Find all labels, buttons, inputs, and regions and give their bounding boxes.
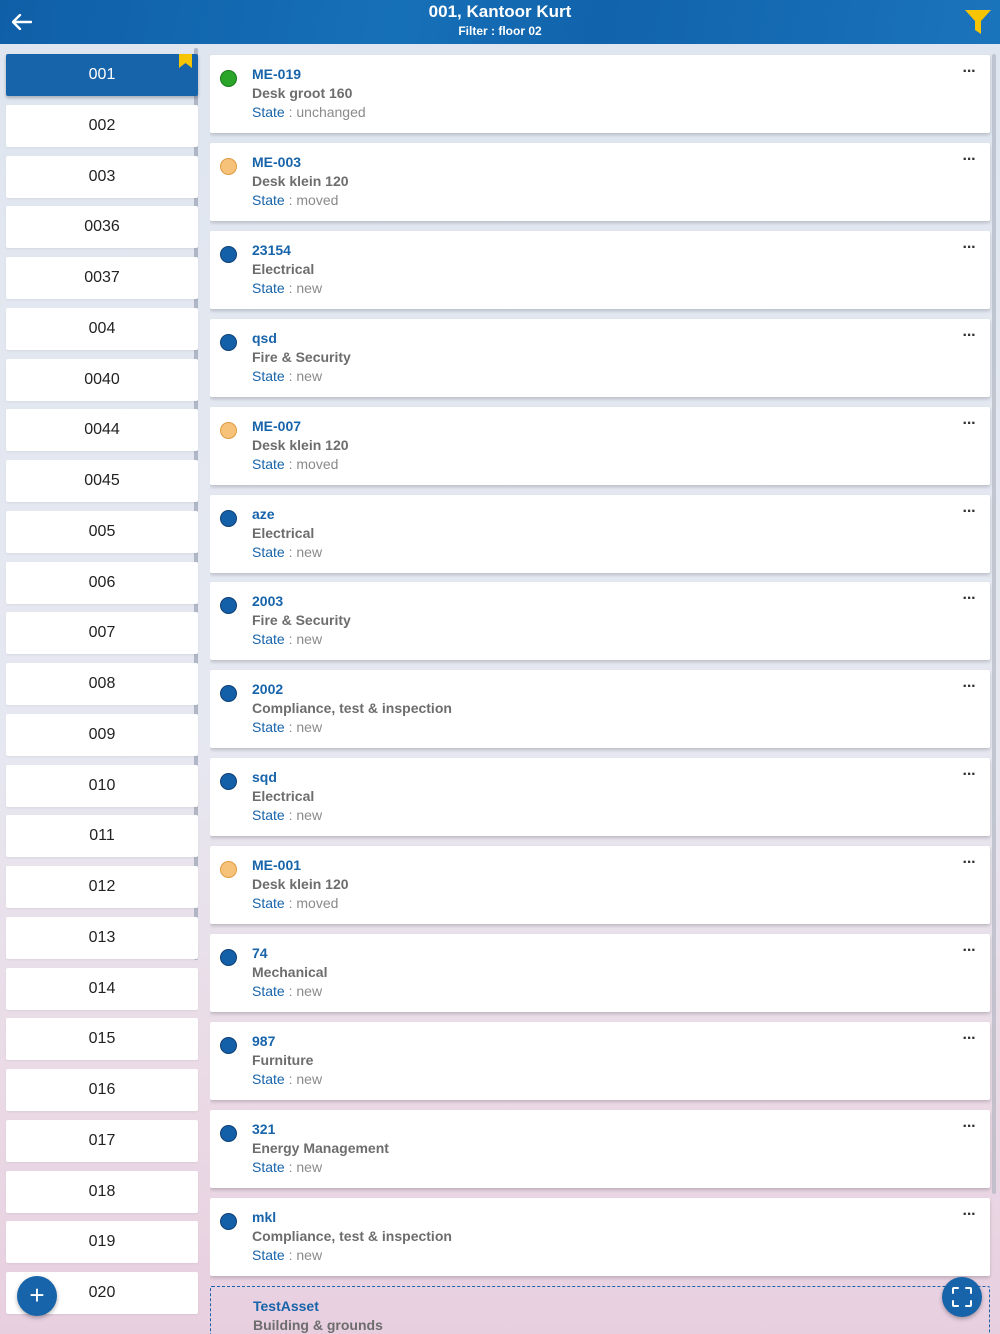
asset-state: State : new (252, 983, 323, 999)
room-label: 010 (88, 776, 116, 794)
status-dot (220, 1125, 237, 1142)
more-options-icon[interactable]: ··· (962, 63, 976, 80)
status-dot (220, 1213, 237, 1230)
asset-state: State : moved (252, 455, 339, 472)
arrow-left-icon (12, 14, 32, 30)
room-label: 007 (88, 624, 116, 642)
asset-card[interactable] (210, 846, 990, 924)
asset-type: Desk groot 160 (252, 85, 353, 101)
asset-state: State : new (252, 1070, 323, 1087)
asset-id: 987 (252, 1032, 276, 1049)
filter-subtitle: Filter : floor 02 (458, 24, 542, 38)
state-label: State (252, 191, 285, 208)
state-value: moved (296, 895, 339, 912)
room-item[interactable] (6, 409, 198, 451)
room-label: 001 (88, 66, 116, 83)
state-label: State (252, 367, 285, 384)
room-item[interactable] (6, 714, 198, 756)
page-title: 001, Kantoor Kurt (428, 2, 572, 21)
room-label: 008 (88, 675, 116, 692)
room-item[interactable] (6, 359, 198, 401)
more-options-icon[interactable]: ··· (962, 414, 976, 432)
room-item[interactable] (6, 105, 198, 147)
asset-id: ME-019 (252, 66, 302, 82)
room-item[interactable] (6, 815, 198, 857)
asset-state: State : new (252, 1246, 323, 1263)
asset-type: Desk klein 120 (252, 876, 349, 893)
room-item[interactable] (6, 612, 198, 654)
room-item[interactable] (6, 765, 198, 807)
asset-id: ME-001 (252, 857, 302, 874)
state-value: new (296, 1070, 323, 1087)
more-options-icon[interactable]: ··· (962, 238, 976, 256)
room-label: 002 (88, 116, 116, 134)
asset-state: State : new (252, 807, 323, 824)
room-item[interactable] (6, 511, 198, 553)
room-item[interactable] (6, 257, 198, 299)
status-dot (220, 861, 237, 878)
filter-icon (964, 9, 992, 35)
room-item[interactable] (6, 866, 198, 908)
back-button[interactable] (4, 4, 40, 40)
status-dot (220, 422, 237, 439)
room-item[interactable] (6, 54, 198, 96)
state-value: new (296, 279, 323, 296)
asset-list-scrollbar[interactable] (992, 54, 996, 1194)
room-label: 004 (88, 319, 116, 337)
asset-type: Mechanical (252, 964, 328, 980)
asset-id: TestAsset (253, 1297, 319, 1314)
room-item[interactable] (6, 206, 198, 248)
room-label: 017 (88, 1131, 116, 1149)
state-label: State (252, 631, 285, 648)
room-item[interactable] (6, 1018, 198, 1060)
asset-state: State : new (252, 631, 323, 648)
asset-id: 23154 (252, 241, 291, 258)
state-value: new (296, 543, 323, 560)
state-value: new (296, 807, 323, 824)
add-button[interactable]: + (17, 1276, 57, 1316)
state-value: new (296, 983, 323, 999)
room-item[interactable] (6, 1120, 198, 1162)
asset-id: 321 (252, 1120, 276, 1137)
asset-state: State : new (252, 1158, 323, 1175)
more-options-icon[interactable]: ··· (962, 150, 976, 168)
asset-type: Fire & Security (252, 348, 351, 365)
status-dot (220, 597, 237, 614)
asset-card[interactable] (210, 582, 990, 660)
more-options-icon[interactable]: ··· (962, 678, 976, 696)
asset-id: ME-007 (252, 417, 302, 434)
asset-state: State : new (252, 719, 323, 736)
asset-id: aze (252, 505, 275, 522)
room-item[interactable] (6, 460, 198, 502)
asset-card[interactable] (210, 319, 990, 397)
asset-type: Electrical (252, 260, 315, 277)
asset-id: sqd (252, 769, 277, 786)
room-label: 019 (88, 1233, 116, 1251)
asset-card[interactable] (210, 758, 990, 836)
status-dot (220, 246, 237, 263)
room-label: 012 (88, 878, 116, 895)
asset-list[interactable] (210, 44, 1000, 1334)
asset-card[interactable] (210, 670, 990, 748)
filter-button[interactable] (962, 6, 994, 38)
asset-card[interactable] (210, 407, 990, 485)
asset-id: mkl (252, 1208, 277, 1225)
asset-type: Compliance, test & inspection (252, 1227, 452, 1244)
room-item[interactable] (6, 968, 198, 1010)
state-value: new (296, 1246, 323, 1263)
asset-type: Desk klein 120 (252, 436, 349, 453)
state-value: new (296, 367, 323, 384)
asset-type: Energy Management (252, 1139, 389, 1156)
status-dot (220, 685, 237, 702)
state-label: State (252, 1158, 285, 1175)
asset-type: Electrical (252, 524, 315, 541)
asset-type: Furniture (252, 1051, 314, 1068)
room-label: 005 (88, 522, 116, 540)
room-label: 003 (88, 167, 116, 185)
asset-type: Fire & Security (252, 612, 351, 629)
asset-id: 2002 (252, 681, 284, 698)
room-item[interactable] (6, 663, 198, 705)
state-value: new (296, 631, 323, 648)
asset-card[interactable] (210, 1198, 990, 1276)
more-options-icon[interactable]: ··· (962, 854, 976, 872)
room-label: 018 (88, 1182, 116, 1200)
room-label: 020 (88, 1284, 116, 1301)
more-options-icon[interactable]: ··· (962, 1205, 976, 1223)
app-header (0, 0, 1000, 44)
status-dot (220, 334, 237, 351)
asset-type: Compliance, test & inspection (252, 700, 452, 717)
more-options-icon[interactable]: ··· (962, 326, 976, 344)
state-label: State (252, 983, 285, 999)
status-dot (220, 949, 237, 966)
room-sidebar[interactable] (0, 44, 205, 1334)
asset-id: qsd (252, 329, 277, 346)
asset-state: State : moved (252, 191, 339, 208)
asset-type: Electrical (252, 788, 315, 805)
state-label: State (252, 104, 285, 120)
asset-card[interactable] (210, 1110, 990, 1188)
asset-card[interactable] (210, 1022, 990, 1100)
state-label: State (252, 455, 285, 472)
state-label: State (252, 895, 285, 912)
room-item[interactable] (6, 156, 198, 198)
more-options-icon[interactable]: ··· (962, 1029, 976, 1047)
room-label: 014 (88, 979, 116, 997)
status-dot (220, 773, 237, 790)
status-dot (220, 70, 237, 87)
asset-card[interactable] (210, 231, 990, 309)
asset-card[interactable] (210, 934, 990, 1012)
room-label: 009 (88, 725, 116, 743)
state-label: State (252, 719, 285, 736)
asset-state: State : new (252, 367, 323, 384)
room-label: 0045 (84, 472, 120, 489)
asset-id: 2003 (252, 593, 284, 610)
room-item[interactable] (6, 1171, 198, 1213)
pending-asset-card[interactable] (210, 1286, 990, 1334)
room-item[interactable] (6, 1069, 198, 1111)
room-label: 0040 (84, 370, 120, 388)
asset-card[interactable] (210, 495, 990, 573)
state-value: moved (296, 191, 339, 208)
room-label: 0037 (84, 269, 120, 286)
asset-card[interactable] (210, 143, 990, 221)
asset-id: ME-003 (252, 153, 302, 170)
asset-state: State : unchanged (252, 104, 366, 120)
room-item[interactable] (6, 1221, 198, 1263)
more-options-icon[interactable]: ··· (962, 590, 976, 608)
more-options-icon[interactable]: ··· (962, 1117, 976, 1135)
status-dot (220, 1037, 237, 1054)
bookmark-icon (179, 54, 192, 68)
status-dot (220, 158, 237, 175)
asset-id: 74 (252, 945, 268, 961)
asset-state: State : new (252, 543, 323, 560)
asset-type: Building & grounds (253, 1316, 383, 1333)
more-options-icon[interactable]: ··· (962, 766, 976, 784)
state-value: moved (296, 455, 339, 472)
more-options-icon[interactable]: ··· (962, 942, 976, 959)
state-label: State (252, 807, 285, 824)
room-label: 011 (89, 827, 115, 845)
room-item[interactable] (6, 562, 198, 604)
room-label: 0044 (84, 421, 120, 439)
state-label: State (252, 543, 285, 560)
state-label: State (252, 1246, 285, 1263)
state-label: State (252, 1070, 285, 1087)
asset-state: State : new (252, 279, 323, 296)
asset-state: State : moved (252, 895, 339, 912)
room-label: 015 (88, 1030, 116, 1048)
room-item[interactable] (6, 308, 198, 350)
asset-type: Desk klein 120 (252, 172, 349, 189)
state-value: new (296, 719, 323, 736)
room-label: 013 (88, 928, 116, 946)
state-value: new (296, 1158, 323, 1175)
scan-icon (951, 1286, 973, 1308)
room-label: 006 (88, 573, 116, 591)
room-label: 016 (88, 1081, 116, 1098)
more-options-icon[interactable]: ··· (962, 502, 976, 520)
status-dot (220, 510, 237, 527)
state-value: unchanged (296, 104, 366, 120)
asset-card[interactable] (210, 55, 990, 133)
room-label: 0036 (84, 218, 120, 236)
scan-button[interactable] (942, 1277, 982, 1317)
state-label: State (252, 279, 285, 296)
room-item[interactable] (6, 917, 198, 959)
